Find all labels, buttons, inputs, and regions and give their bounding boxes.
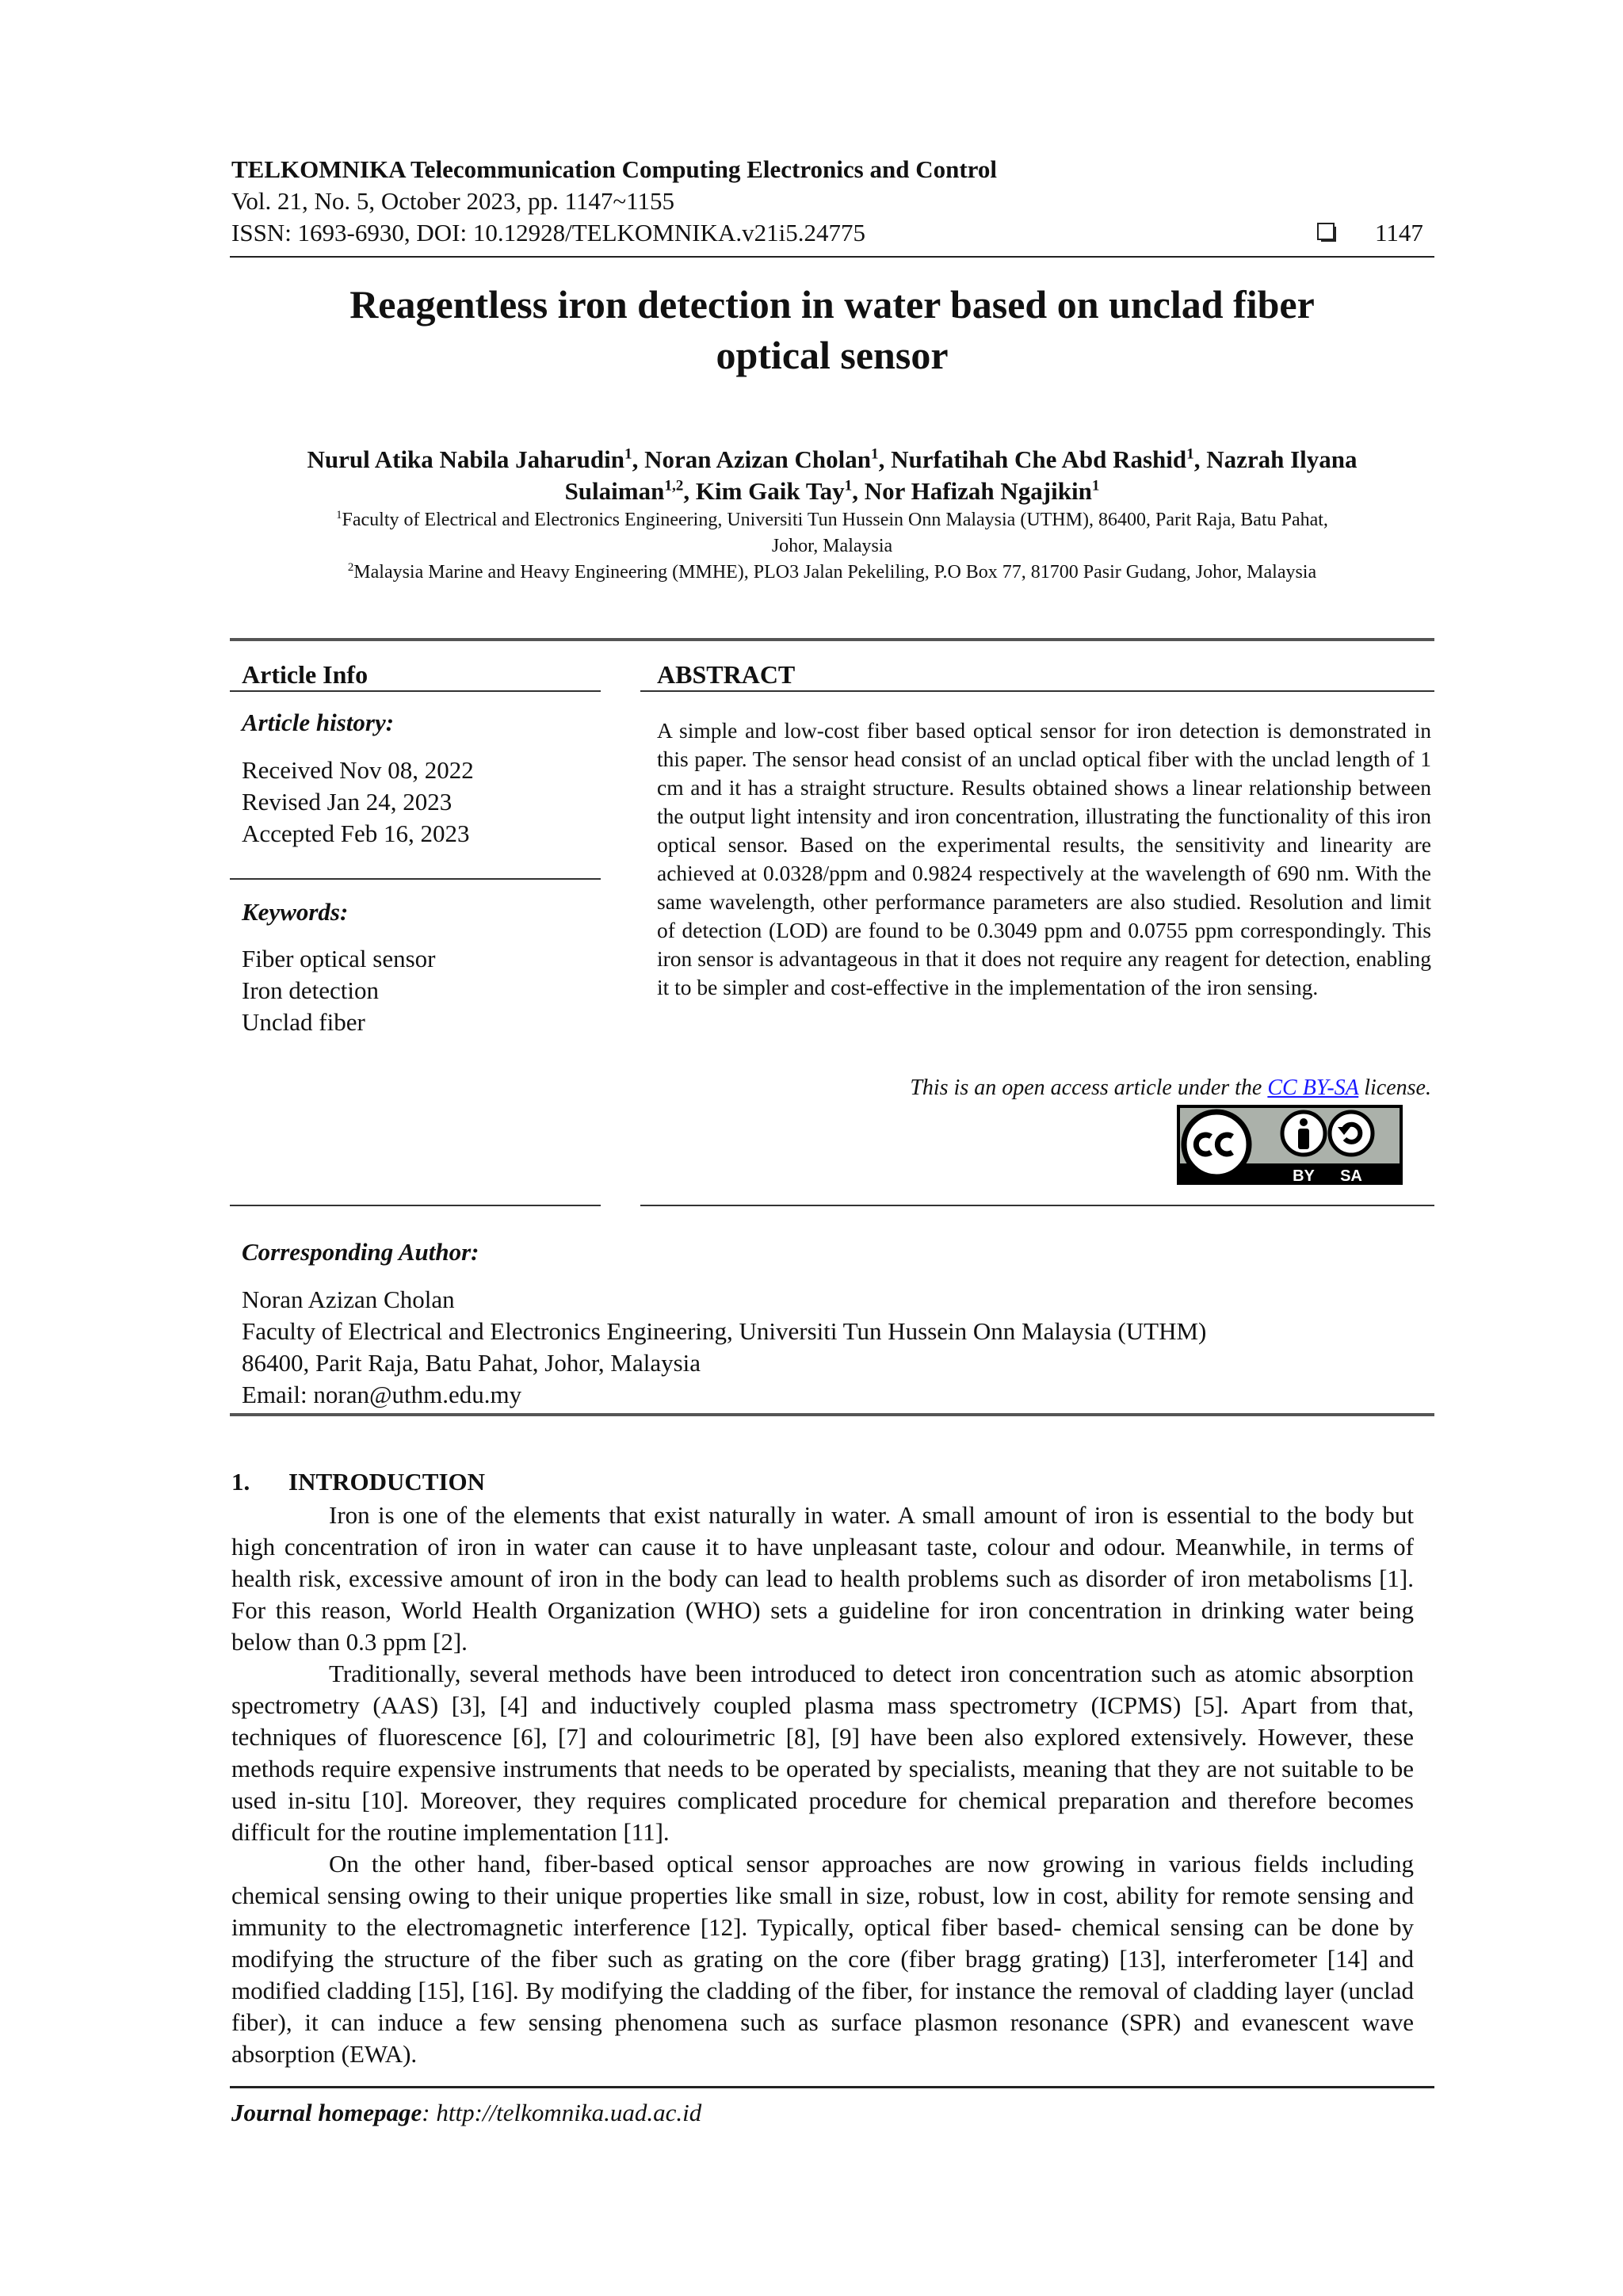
author-name: Sulaiman xyxy=(564,477,665,505)
info-rule xyxy=(230,878,601,880)
affil-mark: 2 xyxy=(347,561,354,574)
author-affil-mark: 1,2 xyxy=(664,477,684,495)
author-name: , Kim Gaik Tay xyxy=(683,477,845,505)
keyword: Fiber optical sensor xyxy=(242,945,436,972)
license-text: license. xyxy=(1358,1075,1431,1100)
affiliation-text: Faculty of Electrical and Electronics Engineering, Universiti Tun Hussein Onn Malaysia (UTHM), 86400, Parit Raja, Batu Pahat, xyxy=(342,510,1328,530)
author-line-2 xyxy=(230,476,1434,507)
paragraph: Iron is one of the elements that exist naturally in water. A small amount of iron is essential to the body but high concentration of iron in water can cause it to have unpleasant taste, colour and odour. Meanwhile, in terms of health risk, excessive amount of iron in the body can lead to health problems such as disorder of iron metabolisms [1]. For this reason, World Health Organization (WHO) sets a guideline for iron concentration in drinking water being below than 0.3 ppm [2]. xyxy=(231,1501,1414,1656)
author-name: , Noran Azizan Cholan xyxy=(632,445,872,473)
info-rule xyxy=(230,1205,601,1206)
volume-info: Vol. 21, No. 5, October 2023, pp. 1147~1155 xyxy=(231,187,674,215)
footer-rule xyxy=(230,2086,1434,2088)
author-affil-mark: 1 xyxy=(624,445,632,463)
affiliation-1 xyxy=(230,507,1434,533)
info-rule xyxy=(230,690,601,692)
article-history-label: Article history: xyxy=(242,709,395,736)
keywords-list xyxy=(242,943,436,1038)
received-date: Received Nov 08, 2022 xyxy=(242,756,474,784)
corresponding-address: 86400, Parit Raja, Batu Pahat, Johor, Malaysia xyxy=(242,1349,701,1377)
paragraph: On the other hand, fiber-based optical sensor approaches are now growing in various fields including chemical sensing owing to their unique properties like small in size, robust, low in cost, ability for remote sensing and immunity to the electromagnetic interference [12]. Typically, optical fiber based- chemical sensing can be done by modifying the structure of the fiber such as grating on the core (fiber bragg grating) [13], interferometer [14] and modified cladding [15], [16]. By modifying the cladding of the fiber, for instance the removal of cladding layer (unclad fiber), it can induce a few sensing phenomena such as surface plasmon resonance (SPR) and evanescent wave absorption (EWA). xyxy=(231,1850,1414,2068)
homepage-label: Journal homepage xyxy=(231,2099,422,2126)
abstract-rule xyxy=(640,690,1434,692)
author-affil-mark: 1 xyxy=(844,477,853,495)
author-name: , Nurfatihah Che Abd Rashid xyxy=(878,445,1187,473)
corresponding-email[interactable]: Email: noran@uthm.edu.my xyxy=(242,1381,522,1408)
square-icon xyxy=(1317,223,1335,240)
section-title: INTRODUCTION xyxy=(288,1468,486,1496)
accepted-date: Accepted Feb 16, 2023 xyxy=(242,819,470,847)
title-line-2: optical sensor xyxy=(716,333,949,377)
affiliation-2 xyxy=(230,560,1434,586)
affiliation-1-cont: Johor, Malaysia xyxy=(771,536,893,556)
keyword: Iron detection xyxy=(242,976,380,1004)
badge-sa-label: SA xyxy=(1340,1167,1362,1185)
author-name: , Nor Hafizah Ngajikin xyxy=(852,477,1092,505)
section-heading xyxy=(231,1468,485,1496)
author-list xyxy=(230,444,1434,507)
section-rule xyxy=(230,1413,1434,1416)
revised-date: Revised Jan 24, 2023 xyxy=(242,788,453,816)
article-info-heading: Article Info xyxy=(242,660,369,689)
author-affil-mark: 1 xyxy=(1091,477,1100,495)
abstract-rule xyxy=(640,1205,1434,1206)
paragraph: Traditionally, several methods have been introduced to detect iron concentration such as atomic absorption spectrometry (AAS) [3], [4] and inductively coupled plasma mass spectrometry (ICPMS) [5]. Apart from that, techniques of fluorescence [6], [7] and colourimetric [8], [9] have been also explored extensively. However, these methods require expensive instruments that needs to be operated by specialists, meaning that they are not suitable to be used in-situ [10]. Moreover, they requires complicated procedure for chemical preparation and therefore becomes difficult for the routine implementation [11]. xyxy=(231,1660,1414,1846)
title-line-1: Reagentless iron detection in water based on unclad fiber xyxy=(349,282,1315,327)
issn-doi: ISSN: 1693-6930, DOI: 10.12928/TELKOMNIKA.v21i5.24775 xyxy=(231,219,865,246)
author-affil-mark: 1 xyxy=(1186,445,1194,463)
keywords-label: Keywords: xyxy=(242,898,349,926)
section-number: 1. xyxy=(231,1468,250,1496)
author-name: Nurul Atika Nabila Jaharudin xyxy=(307,445,624,473)
affiliation-text: Malaysia Marine and Heavy Engineering (MMHE), PLO3 Jalan Pekeliling, P.O Box 77, 81700 Pasir Gudang, Johor, Malaysia xyxy=(353,562,1317,583)
cc-license-link[interactable]: CC BY-SA xyxy=(1267,1075,1359,1100)
homepage-url[interactable]: : http://telkomnika.uad.ac.id xyxy=(422,2099,702,2126)
corresponding-name: Noran Azizan Cholan xyxy=(242,1286,455,1313)
header-rule xyxy=(230,256,1434,258)
affil-mark: 1 xyxy=(336,509,342,521)
affiliations xyxy=(230,507,1434,586)
license-text: This is an open access article under the xyxy=(910,1075,1268,1100)
cc-by-sa-icon[interactable] xyxy=(1177,1105,1403,1185)
paper-title xyxy=(230,279,1434,380)
sa-share-icon xyxy=(1330,1112,1373,1155)
license-line xyxy=(910,1075,1431,1101)
keyword: Unclad fiber xyxy=(242,1008,365,1036)
author-line-1 xyxy=(230,444,1434,476)
page-number: 1147 xyxy=(1375,219,1423,246)
author-name: , Nazrah Ilyana xyxy=(1193,445,1358,473)
corresponding-author xyxy=(242,1284,1206,1411)
section-rule xyxy=(230,638,1434,641)
author-affil-mark: 1 xyxy=(871,445,879,463)
article-history xyxy=(242,755,474,850)
corresponding-affiliation: Faculty of Electrical and Electronics Engineering, Universiti Tun Hussein Onn Malaysia (UTHM) xyxy=(242,1317,1207,1345)
corresponding-label: Corresponding Author: xyxy=(242,1238,479,1266)
abstract-heading: ABSTRACT xyxy=(657,660,796,689)
badge-by-label: BY xyxy=(1293,1167,1315,1185)
abstract-text: A simple and low-cost fiber based optical sensor for iron detection is demonstrated in this paper. The sensor head consist of an unclad optical fiber with the unclad length of 1 cm and it has a straight structure. Results obtained shows a linear relationship between the output light intensity and iron concentration, illustrating the functionality of this iron optical sensor. Based on the experimental results, the sensitivity and linearity are achieved at 0.0328/ppm and 0.9824 respectively at the wavelength of 690 nm. With the same wavelength, other performance parameters are also studied. Resolution and limit of detection (LOD) are found to be 0.3049 ppm and 0.0755 ppm correspondingly. This iron sensor is advantageous in that it does not require any reagent for detection, enabling it to be simpler and cost-effective in the implementation of the iron sensing. xyxy=(657,718,1431,999)
introduction-body xyxy=(231,1499,1414,2070)
journal-name: TELKOMNIKA Telecommunication Computing Electronics and Control xyxy=(231,155,997,183)
journal-homepage xyxy=(231,2099,701,2127)
